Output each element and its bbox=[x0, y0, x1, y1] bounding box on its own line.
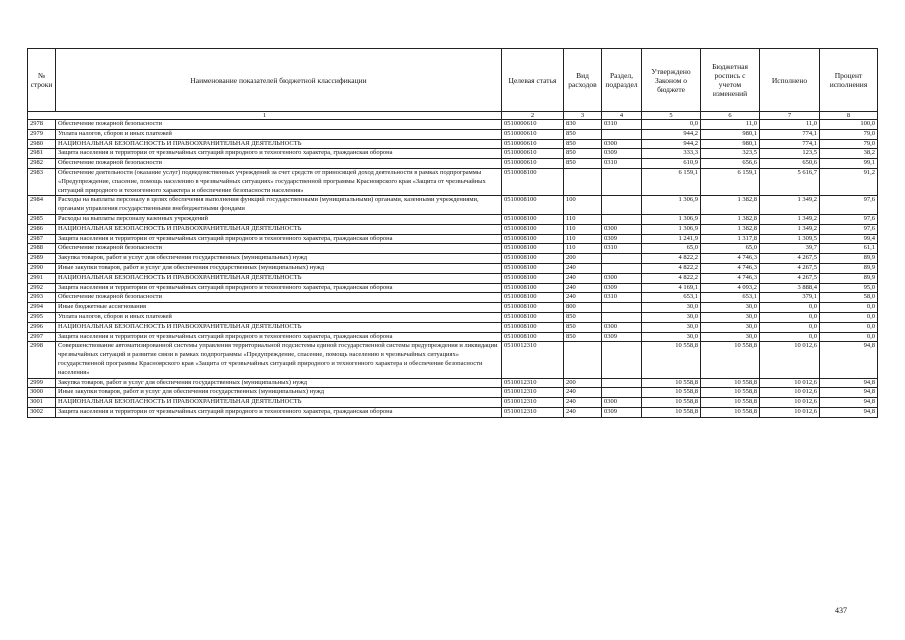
row-budget-plan: 1 317,8 bbox=[701, 234, 760, 244]
row-number: 2989 bbox=[28, 254, 56, 264]
row-budget-plan: 656,6 bbox=[701, 159, 760, 169]
row-target-article: 0510008100 bbox=[502, 214, 564, 224]
row-target-article: 0510008100 bbox=[502, 293, 564, 303]
row-target-article: 0510008100 bbox=[502, 273, 564, 283]
table-row bbox=[28, 342, 878, 378]
row-name: Обеспечение пожарной безопасности bbox=[56, 120, 502, 130]
header-approved: Утверждено Законом о бюджете bbox=[642, 49, 701, 112]
row-executed: 4 267,5 bbox=[760, 273, 820, 283]
row-number: 2990 bbox=[28, 263, 56, 273]
row-number: 2985 bbox=[28, 214, 56, 224]
row-expense-type: 100 bbox=[564, 196, 602, 215]
row-number: 2982 bbox=[28, 159, 56, 169]
row-percent: 38,2 bbox=[820, 149, 878, 159]
row-target-article: 0510008100 bbox=[502, 263, 564, 273]
row-expense-type: 850 bbox=[564, 322, 602, 332]
row-executed: 0,0 bbox=[760, 303, 820, 313]
table-row bbox=[28, 303, 878, 313]
row-name: Иные закупки товаров, работ и услуг для обеспечения государственных (муниципальных) нужд bbox=[56, 263, 502, 273]
row-number: 3000 bbox=[28, 388, 56, 398]
row-number: 2992 bbox=[28, 283, 56, 293]
header-target-article: Целевая статья bbox=[502, 49, 564, 112]
row-expense-type: 240 bbox=[564, 293, 602, 303]
row-approved: 0,0 bbox=[642, 120, 701, 130]
row-expense-type: 240 bbox=[564, 407, 602, 417]
row-section: 0309 bbox=[602, 234, 642, 244]
table-row bbox=[28, 149, 878, 159]
table-row bbox=[28, 159, 878, 169]
row-percent: 94,8 bbox=[820, 342, 878, 378]
row-section: 0300 bbox=[602, 224, 642, 234]
row-target-article: 0510008100 bbox=[502, 322, 564, 332]
row-section: 0300 bbox=[602, 398, 642, 408]
row-approved: 4 822,2 bbox=[642, 273, 701, 283]
table-row bbox=[28, 263, 878, 273]
row-budget-plan: 1 382,8 bbox=[701, 196, 760, 215]
row-budget-plan: 6 159,1 bbox=[701, 168, 760, 195]
row-section bbox=[602, 342, 642, 378]
header-percent: Процент исполнения bbox=[820, 49, 878, 112]
row-expense-type: 850 bbox=[564, 332, 602, 342]
table-row bbox=[28, 332, 878, 342]
row-percent: 99,4 bbox=[820, 234, 878, 244]
row-approved: 30,0 bbox=[642, 312, 701, 322]
row-budget-plan: 10 558,8 bbox=[701, 388, 760, 398]
row-percent: 100,0 bbox=[820, 120, 878, 130]
row-name: Обеспечение пожарной безопасности bbox=[56, 159, 502, 169]
budget-table bbox=[27, 48, 878, 418]
row-number: 2996 bbox=[28, 322, 56, 332]
row-executed: 774,1 bbox=[760, 129, 820, 139]
row-name: Иные закупки товаров, работ и услуг для обеспечения государственных (муниципальных) нужд bbox=[56, 388, 502, 398]
row-expense-type: 800 bbox=[564, 303, 602, 313]
header-budget-plan: Бюджетная роспись с учетом изменений bbox=[701, 49, 760, 112]
row-executed: 774,1 bbox=[760, 139, 820, 149]
row-percent: 89,9 bbox=[820, 263, 878, 273]
row-approved: 4 169,1 bbox=[642, 283, 701, 293]
row-approved: 10 558,8 bbox=[642, 388, 701, 398]
row-number: 2995 bbox=[28, 312, 56, 322]
row-budget-plan: 1 382,8 bbox=[701, 214, 760, 224]
row-section bbox=[602, 312, 642, 322]
column-number: 8 bbox=[820, 112, 878, 120]
row-approved: 65,0 bbox=[642, 244, 701, 254]
row-expense-type bbox=[564, 168, 602, 195]
row-executed: 379,1 bbox=[760, 293, 820, 303]
row-expense-type: 110 bbox=[564, 214, 602, 224]
row-section bbox=[602, 254, 642, 264]
row-name: Защита населения и территории от чрезвычайных ситуаций природного и техногенного характера, гражданская оборона bbox=[56, 283, 502, 293]
row-number: 2999 bbox=[28, 378, 56, 388]
row-section: 0300 bbox=[602, 322, 642, 332]
row-executed: 123,5 bbox=[760, 149, 820, 159]
row-percent: 91,2 bbox=[820, 168, 878, 195]
column-number: 5 bbox=[642, 112, 701, 120]
row-name: Совершенствование автоматизированной системы управления территориальной подсистемы единой государственной системы предупреждения и ликвидации чрезвычайных ситуаций и развитие связи в рамках подпрограммы «Предупреждение, спасение, помощь населению в чрезвычайных ситуациях» государственной программы Красноярского края «Защита от чрезвычайных ситуаций природного и техногенного характера и обеспечение безопасности населения» bbox=[56, 342, 502, 378]
row-executed: 10 012,6 bbox=[760, 342, 820, 378]
row-section bbox=[602, 388, 642, 398]
row-percent: 97,6 bbox=[820, 214, 878, 224]
row-target-article: 0510012310 bbox=[502, 407, 564, 417]
row-approved: 10 558,8 bbox=[642, 378, 701, 388]
row-number: 2983 bbox=[28, 168, 56, 195]
row-percent: 99,1 bbox=[820, 159, 878, 169]
row-target-article: 0510000610 bbox=[502, 129, 564, 139]
row-executed: 1 349,2 bbox=[760, 196, 820, 215]
row-approved: 30,0 bbox=[642, 322, 701, 332]
row-budget-plan: 10 558,8 bbox=[701, 398, 760, 408]
row-percent: 94,8 bbox=[820, 407, 878, 417]
row-number: 2986 bbox=[28, 224, 56, 234]
row-name: Защита населения и территории от чрезвычайных ситуаций природного и техногенного характера, гражданская оборона bbox=[56, 234, 502, 244]
row-budget-plan: 4 093,2 bbox=[701, 283, 760, 293]
row-target-article: 0510012310 bbox=[502, 378, 564, 388]
row-target-article: 0510000610 bbox=[502, 120, 564, 130]
row-percent: 0,0 bbox=[820, 322, 878, 332]
row-approved: 4 822,2 bbox=[642, 254, 701, 264]
row-number: 2980 bbox=[28, 139, 56, 149]
row-executed: 4 267,5 bbox=[760, 263, 820, 273]
row-target-article: 0510012310 bbox=[502, 398, 564, 408]
row-section: 0300 bbox=[602, 273, 642, 283]
row-executed: 4 267,5 bbox=[760, 254, 820, 264]
row-executed: 0,0 bbox=[760, 322, 820, 332]
column-number-row bbox=[28, 112, 878, 120]
row-name: Защита населения и территории от чрезвычайных ситуаций природного и техногенного характера, гражданская оборона bbox=[56, 407, 502, 417]
row-approved: 1 241,9 bbox=[642, 234, 701, 244]
header-row-number: № строки bbox=[28, 49, 56, 112]
row-percent: 79,0 bbox=[820, 139, 878, 149]
row-expense-type: 200 bbox=[564, 254, 602, 264]
row-target-article: 0510008100 bbox=[502, 312, 564, 322]
row-section: 0310 bbox=[602, 293, 642, 303]
table-row bbox=[28, 214, 878, 224]
column-number: 3 bbox=[564, 112, 602, 120]
row-section: 0310 bbox=[602, 159, 642, 169]
row-name: НАЦИОНАЛЬНАЯ БЕЗОПАСНОСТЬ И ПРАВООХРАНИТЕЛЬНАЯ ДЕЯТЕЛЬНОСТЬ bbox=[56, 224, 502, 234]
row-expense-type: 850 bbox=[564, 149, 602, 159]
row-name: НАЦИОНАЛЬНАЯ БЕЗОПАСНОСТЬ И ПРАВООХРАНИТЕЛЬНАЯ ДЕЯТЕЛЬНОСТЬ bbox=[56, 322, 502, 332]
row-percent: 95,0 bbox=[820, 283, 878, 293]
row-section: 0309 bbox=[602, 283, 642, 293]
row-target-article: 0510012310 bbox=[502, 342, 564, 378]
row-executed: 10 012,6 bbox=[760, 388, 820, 398]
row-percent: 58,0 bbox=[820, 293, 878, 303]
table-row bbox=[28, 398, 878, 408]
header-executed: Исполнено bbox=[760, 49, 820, 112]
row-expense-type: 110 bbox=[564, 234, 602, 244]
row-number: 2991 bbox=[28, 273, 56, 283]
row-expense-type: 240 bbox=[564, 273, 602, 283]
row-budget-plan: 30,0 bbox=[701, 322, 760, 332]
row-name: Защита населения и территории от чрезвычайных ситуаций природного и техногенного характера, гражданская оборона bbox=[56, 149, 502, 159]
row-name: Иные бюджетные ассигнования bbox=[56, 303, 502, 313]
row-budget-plan: 4 746,3 bbox=[701, 254, 760, 264]
row-approved: 1 306,9 bbox=[642, 196, 701, 215]
row-approved: 610,9 bbox=[642, 159, 701, 169]
row-executed: 0,0 bbox=[760, 332, 820, 342]
table-row bbox=[28, 129, 878, 139]
row-target-article: 0510008100 bbox=[502, 224, 564, 234]
row-number: 3002 bbox=[28, 407, 56, 417]
row-name: Расходы на выплаты персоналу в целях обеспечения выполнения функций государственными (муниципальными) органами, казенными учреждениями, органами управления государственными внебюджетными фондами bbox=[56, 196, 502, 215]
row-name: Защита населения и территории от чрезвычайных ситуаций природного и техногенного характера, гражданская оборона bbox=[56, 332, 502, 342]
row-section bbox=[602, 303, 642, 313]
page-number: 437 bbox=[835, 606, 847, 615]
column-number: 6 bbox=[701, 112, 760, 120]
row-executed: 0,0 bbox=[760, 312, 820, 322]
row-section: 0309 bbox=[602, 149, 642, 159]
row-section bbox=[602, 378, 642, 388]
row-target-article: 0510008100 bbox=[502, 244, 564, 254]
row-percent: 89,9 bbox=[820, 273, 878, 283]
row-executed: 1 349,2 bbox=[760, 214, 820, 224]
table-row bbox=[28, 196, 878, 215]
row-section: 0310 bbox=[602, 244, 642, 254]
row-name: НАЦИОНАЛЬНАЯ БЕЗОПАСНОСТЬ И ПРАВООХРАНИТЕЛЬНАЯ ДЕЯТЕЛЬНОСТЬ bbox=[56, 139, 502, 149]
table-row bbox=[28, 312, 878, 322]
row-expense-type: 110 bbox=[564, 244, 602, 254]
row-executed: 650,6 bbox=[760, 159, 820, 169]
row-approved: 10 558,8 bbox=[642, 342, 701, 378]
row-budget-plan: 323,5 bbox=[701, 149, 760, 159]
row-name: Обеспечение пожарной безопасности bbox=[56, 244, 502, 254]
row-number: 3001 bbox=[28, 398, 56, 408]
row-section bbox=[602, 263, 642, 273]
row-budget-plan: 1 382,8 bbox=[701, 224, 760, 234]
row-executed: 10 012,6 bbox=[760, 378, 820, 388]
row-percent: 94,8 bbox=[820, 388, 878, 398]
row-budget-plan: 10 558,8 bbox=[701, 407, 760, 417]
row-budget-plan: 4 746,3 bbox=[701, 263, 760, 273]
row-expense-type: 240 bbox=[564, 263, 602, 273]
row-expense-type: 110 bbox=[564, 224, 602, 234]
row-target-article: 0510000610 bbox=[502, 139, 564, 149]
column-number: 7 bbox=[760, 112, 820, 120]
row-percent: 0,0 bbox=[820, 312, 878, 322]
row-section: 0309 bbox=[602, 407, 642, 417]
row-approved: 653,1 bbox=[642, 293, 701, 303]
row-number: 2979 bbox=[28, 129, 56, 139]
row-approved: 10 558,8 bbox=[642, 407, 701, 417]
row-number: 2987 bbox=[28, 234, 56, 244]
table-row bbox=[28, 120, 878, 130]
row-executed: 39,7 bbox=[760, 244, 820, 254]
row-target-article: 0510000610 bbox=[502, 149, 564, 159]
table-row bbox=[28, 224, 878, 234]
row-target-article: 0510008100 bbox=[502, 234, 564, 244]
row-section bbox=[602, 196, 642, 215]
row-number: 2988 bbox=[28, 244, 56, 254]
row-name: Расходы на выплаты персоналу казенных учреждений bbox=[56, 214, 502, 224]
row-expense-type: 850 bbox=[564, 139, 602, 149]
row-budget-plan: 30,0 bbox=[701, 303, 760, 313]
row-percent: 0,0 bbox=[820, 303, 878, 313]
table-row bbox=[28, 378, 878, 388]
row-budget-plan: 11,0 bbox=[701, 120, 760, 130]
row-number: 2993 bbox=[28, 293, 56, 303]
row-expense-type bbox=[564, 342, 602, 378]
row-approved: 30,0 bbox=[642, 303, 701, 313]
row-expense-type: 240 bbox=[564, 388, 602, 398]
row-budget-plan: 10 558,8 bbox=[701, 378, 760, 388]
row-budget-plan: 10 558,8 bbox=[701, 342, 760, 378]
row-target-article: 0510008100 bbox=[502, 196, 564, 215]
row-expense-type: 200 bbox=[564, 378, 602, 388]
table-row bbox=[28, 322, 878, 332]
row-number: 2998 bbox=[28, 342, 56, 378]
column-number: 2 bbox=[502, 112, 564, 120]
row-percent: 61,1 bbox=[820, 244, 878, 254]
row-section: 0300 bbox=[602, 139, 642, 149]
row-budget-plan: 980,1 bbox=[701, 139, 760, 149]
row-executed: 11,0 bbox=[760, 120, 820, 130]
row-name: Уплата налогов, сборов и иных платежей bbox=[56, 312, 502, 322]
row-approved: 6 159,1 bbox=[642, 168, 701, 195]
row-expense-type: 830 bbox=[564, 120, 602, 130]
row-percent: 94,8 bbox=[820, 378, 878, 388]
column-number: 1 bbox=[28, 112, 502, 120]
row-approved: 1 306,9 bbox=[642, 224, 701, 234]
table-row bbox=[28, 254, 878, 264]
row-percent: 97,6 bbox=[820, 224, 878, 234]
row-name: Закупка товаров, работ и услуг для обеспечения государственных (муниципальных) нужд bbox=[56, 254, 502, 264]
row-budget-plan: 30,0 bbox=[701, 332, 760, 342]
row-budget-plan: 653,1 bbox=[701, 293, 760, 303]
row-target-article: 0510008100 bbox=[502, 283, 564, 293]
row-percent: 0,0 bbox=[820, 332, 878, 342]
row-approved: 1 306,9 bbox=[642, 214, 701, 224]
header-section: Раздел, подраздел bbox=[602, 49, 642, 112]
row-budget-plan: 4 746,3 bbox=[701, 273, 760, 283]
table-row bbox=[28, 244, 878, 254]
row-percent: 94,8 bbox=[820, 398, 878, 408]
row-executed: 1 349,2 bbox=[760, 224, 820, 234]
row-target-article: 0510008100 bbox=[502, 332, 564, 342]
row-budget-plan: 980,1 bbox=[701, 129, 760, 139]
table-row bbox=[28, 273, 878, 283]
row-approved: 4 822,2 bbox=[642, 263, 701, 273]
row-approved: 333,3 bbox=[642, 149, 701, 159]
row-percent: 89,9 bbox=[820, 254, 878, 264]
row-section: 0310 bbox=[602, 120, 642, 130]
row-approved: 944,2 bbox=[642, 129, 701, 139]
row-percent: 79,0 bbox=[820, 129, 878, 139]
row-budget-plan: 65,0 bbox=[701, 244, 760, 254]
table-row bbox=[28, 407, 878, 417]
row-target-article: 0510008100 bbox=[502, 254, 564, 264]
row-target-article: 0510012310 bbox=[502, 388, 564, 398]
row-name: Уплата налогов, сборов и иных платежей bbox=[56, 129, 502, 139]
row-expense-type: 240 bbox=[564, 398, 602, 408]
table-row bbox=[28, 293, 878, 303]
header-name: Наименование показателей бюджетной классификации bbox=[56, 49, 502, 112]
row-expense-type: 850 bbox=[564, 312, 602, 322]
row-expense-type: 850 bbox=[564, 129, 602, 139]
row-number: 2994 bbox=[28, 303, 56, 313]
row-target-article: 0510000610 bbox=[502, 159, 564, 169]
row-target-article: 0510008100 bbox=[502, 303, 564, 313]
row-expense-type: 850 bbox=[564, 159, 602, 169]
row-approved: 944,2 bbox=[642, 139, 701, 149]
row-name: Обеспечение пожарной безопасности bbox=[56, 293, 502, 303]
header-expense-type: Вид расходов bbox=[564, 49, 602, 112]
column-number: 4 bbox=[602, 112, 642, 120]
row-approved: 30,0 bbox=[642, 332, 701, 342]
table-row bbox=[28, 283, 878, 293]
row-section bbox=[602, 214, 642, 224]
row-section bbox=[602, 168, 642, 195]
row-percent: 97,6 bbox=[820, 196, 878, 215]
row-approved: 10 558,8 bbox=[642, 398, 701, 408]
row-executed: 1 309,5 bbox=[760, 234, 820, 244]
row-target-article: 0510008100 bbox=[502, 168, 564, 195]
table-body bbox=[28, 120, 878, 418]
row-name: Закупка товаров, работ и услуг для обеспечения государственных (муниципальных) нужд bbox=[56, 378, 502, 388]
row-expense-type: 240 bbox=[564, 283, 602, 293]
row-name: НАЦИОНАЛЬНАЯ БЕЗОПАСНОСТЬ И ПРАВООХРАНИТЕЛЬНАЯ ДЕЯТЕЛЬНОСТЬ bbox=[56, 273, 502, 283]
table-row bbox=[28, 139, 878, 149]
table-row bbox=[28, 234, 878, 244]
row-section bbox=[602, 129, 642, 139]
row-executed: 3 888,4 bbox=[760, 283, 820, 293]
row-name: НАЦИОНАЛЬНАЯ БЕЗОПАСНОСТЬ И ПРАВООХРАНИТЕЛЬНАЯ ДЕЯТЕЛЬНОСТЬ bbox=[56, 398, 502, 408]
header-row bbox=[28, 49, 878, 112]
row-executed: 10 012,6 bbox=[760, 407, 820, 417]
table-row bbox=[28, 388, 878, 398]
row-number: 2978 bbox=[28, 120, 56, 130]
row-section: 0309 bbox=[602, 332, 642, 342]
row-number: 2981 bbox=[28, 149, 56, 159]
row-executed: 5 616,7 bbox=[760, 168, 820, 195]
row-number: 2997 bbox=[28, 332, 56, 342]
row-budget-plan: 30,0 bbox=[701, 312, 760, 322]
table-row bbox=[28, 168, 878, 195]
row-executed: 10 012,6 bbox=[760, 398, 820, 408]
row-name: Обеспечение деятельности (оказание услуг) подведомственных учреждений за счет средств от приносящей доход деятельности в рамках подпрограммы «Предупреждение, спасение, помощь населению в чрезвычайных ситуациях» государственной программы Красноярского края «Защита от чрезвычайных ситуаций природного и техногенного характера и обеспечение безопасности населения» bbox=[56, 168, 502, 195]
row-number: 2984 bbox=[28, 196, 56, 215]
